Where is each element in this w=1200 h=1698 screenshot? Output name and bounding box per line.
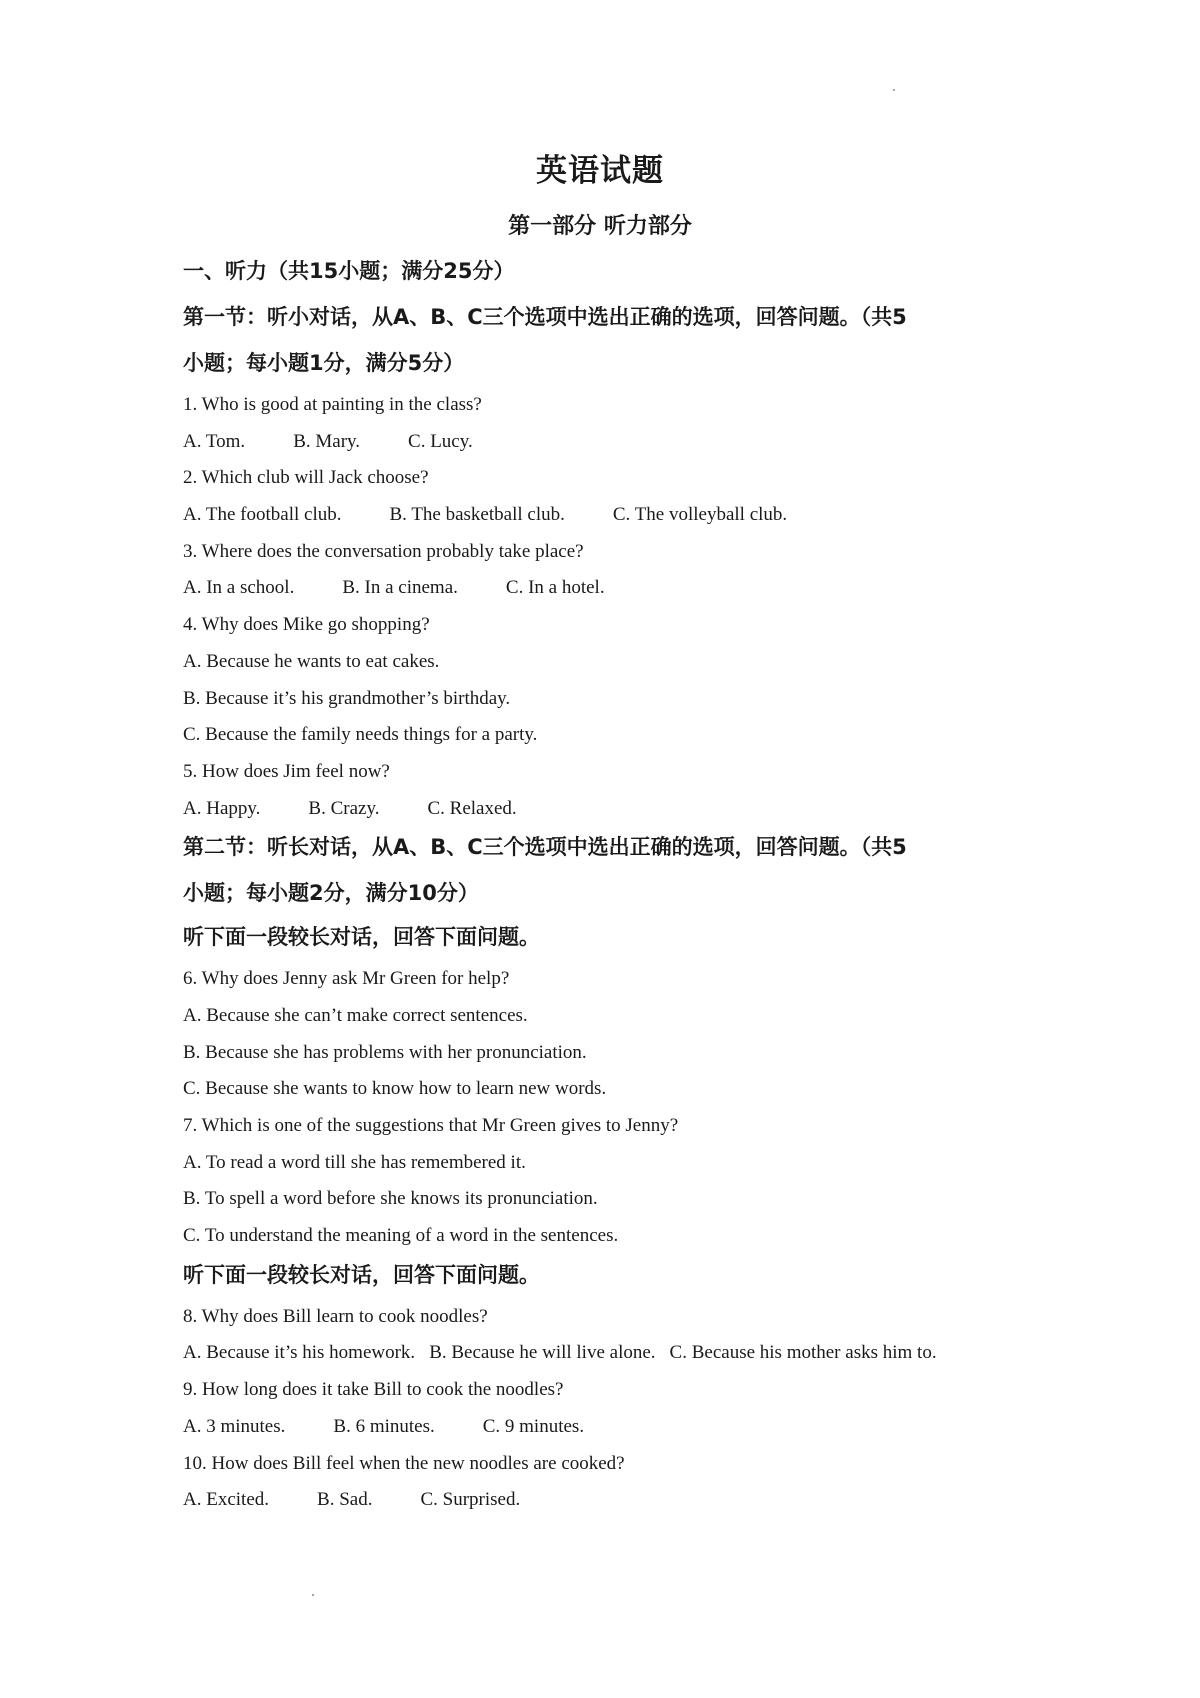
question-text: 8. Why does Bill learn to cook noodles? — [183, 1305, 488, 1327]
option-row — [183, 1487, 1083, 1524]
option-b: B. Because he will live alone. — [429, 1342, 656, 1364]
option-b: B. The basketball club. — [389, 504, 565, 526]
option-row — [183, 796, 1083, 833]
exam-title: 英语试题 — [536, 153, 664, 189]
question-text: 4. Why does Mike go shopping? — [183, 614, 430, 636]
question-text: 10. How does Bill feel when the new noodles are cooked? — [183, 1452, 625, 1474]
option-c: C. Relaxed. — [427, 797, 517, 819]
option-b: B. Sad. — [317, 1489, 373, 1511]
option-b: B. Because she has problems with her pronunciation. — [183, 1041, 587, 1063]
option-c: C. Surprised. — [420, 1489, 521, 1511]
section2-instruction-cont: 小题；每小题2分，满分10分） — [183, 881, 479, 906]
option-b: B. Mary. — [293, 430, 361, 452]
option-a: A. The football club. — [183, 504, 342, 526]
option-b: B. 6 minutes. — [333, 1415, 435, 1437]
option-b: B. In a cinema. — [342, 577, 458, 599]
option-a: A. To read a word till she has remembered it. — [183, 1151, 526, 1173]
option-b: B. Crazy. — [308, 797, 380, 819]
option-b: B. To spell a word before she knows its pronunciation. — [183, 1188, 598, 1210]
section2-instruction: 第二节：听长对话，从A、B、C三个选项中选出正确的选项，回答问题。（共5 — [183, 835, 907, 860]
option-c: C. In a hotel. — [505, 577, 605, 599]
part-heading: 第一部分 听力部分 — [508, 214, 692, 239]
option-a: A. In a school. — [183, 577, 295, 599]
scan-dot — [312, 1594, 314, 1596]
option-c: C. Because she wants to know how to learn new words. — [183, 1078, 607, 1100]
option-c: C. To understand the meaning of a word in the sentences. — [183, 1225, 619, 1247]
section-title: 一、听力（共15小题；满分25分） — [183, 259, 515, 283]
option-c: C. The volleyball club. — [612, 504, 788, 526]
section1-instruction: 第一节：听小对话，从A、B、C三个选项中选出正确的选项，回答问题。（共5 — [183, 305, 907, 329]
option-a: A. Excited. — [183, 1489, 270, 1511]
option-a: A. Because it’s his homework. — [183, 1342, 416, 1364]
exam-body — [183, 256, 1083, 1524]
question-text: 2. Which club will Jack choose? — [183, 467, 429, 489]
question-text: 1. Who is good at painting in the class? — [183, 394, 482, 415]
option-a: A. Happy. — [183, 797, 261, 819]
option-row — [183, 1340, 1083, 1377]
scan-dot — [893, 89, 895, 91]
dialogue-prompt: 听下面一段较长对话，回答下面问题。 — [183, 1262, 540, 1287]
option-c: C. Lucy. — [408, 430, 473, 452]
option-c: C. 9 minutes. — [482, 1415, 585, 1437]
section1-instruction-cont: 小题；每小题1分，满分5分） — [183, 351, 465, 375]
question-text: 7. Which is one of the suggestions that Mr Green gives to Jenny? — [183, 1115, 679, 1136]
question-text: 6. Why does Jenny ask Mr Green for help? — [183, 968, 510, 990]
option-c: C. Because his mother asks him to. — [669, 1342, 937, 1364]
option-b: B. Because it’s his grandmother’s birthday. — [183, 687, 511, 709]
question-text: 3. Where does the conversation probably take place? — [183, 540, 584, 562]
option-a: A. Tom. — [183, 430, 246, 452]
option-row — [183, 502, 1083, 539]
question-text: 9. How long does it take Bill to cook the noodles? — [183, 1379, 564, 1401]
option-a: A. Because she can’t make correct sentences. — [183, 1004, 528, 1026]
option-c: C. Because the family needs things for a party. — [183, 724, 538, 746]
option-a: A. 3 minutes. — [183, 1415, 286, 1437]
option-row — [183, 575, 1083, 612]
dialogue-prompt: 听下面一段较长对话，回答下面问题。 — [183, 925, 540, 950]
option-row — [183, 1414, 1083, 1451]
option-row — [183, 429, 1083, 466]
question-text: 5. How does Jim feel now? — [183, 760, 390, 782]
option-a: A. Because he wants to eat cakes. — [183, 650, 440, 672]
